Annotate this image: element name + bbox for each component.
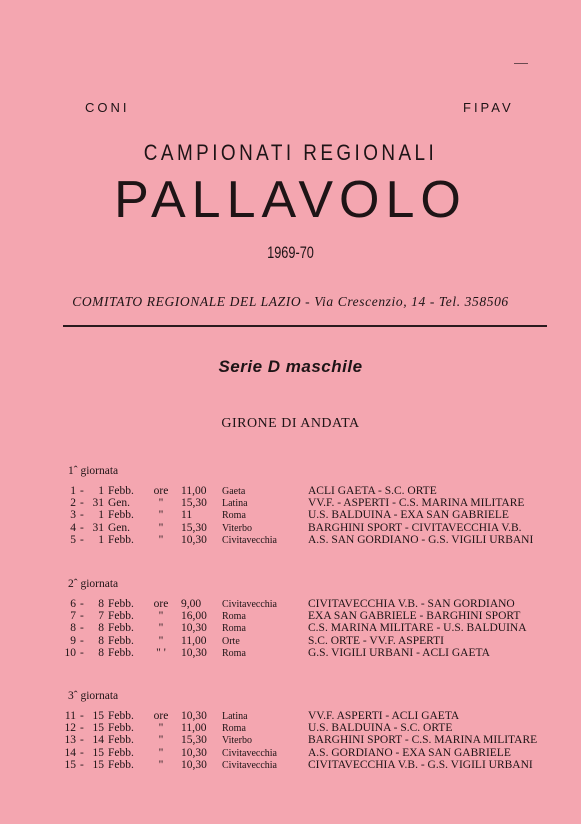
round-label: 2ˆ giornata — [68, 578, 119, 590]
day: 1 — [98, 533, 104, 546]
time-prefix: " — [158, 497, 164, 510]
girone-heading: GIRONE DI ANDATA — [221, 416, 360, 431]
day: 8 — [98, 634, 104, 647]
match-number: 6 — [70, 598, 76, 610]
venue-city: Roma — [222, 611, 246, 623]
match-time: 11 — [181, 509, 193, 522]
committee-address: COMITATO REGIONALE DEL LAZIO - Via Crescenzio, 14 - Tel. 358506 — [72, 294, 509, 309]
match-number: 4 — [70, 521, 76, 534]
corner-mark — [514, 63, 528, 64]
month: Febb. — [108, 646, 134, 659]
match-number: 3 — [70, 509, 76, 522]
month: Febb. — [108, 734, 134, 747]
dash: - — [80, 758, 84, 771]
match-number: 1 — [70, 485, 76, 497]
match-time: 10,30 — [181, 710, 207, 722]
month: Febb. — [108, 485, 134, 497]
fixture-row — [0, 647, 581, 660]
match-time: 10,30 — [181, 646, 207, 659]
fixture-row — [0, 622, 581, 635]
month: Febb. — [108, 758, 134, 771]
match-time: 15,30 — [181, 521, 207, 534]
match-teams: A.S. GORDIANO - EXA SAN GABRIELE — [308, 746, 511, 759]
fixture-row — [0, 509, 581, 522]
day: 31 — [92, 521, 104, 534]
month: Febb. — [108, 598, 134, 610]
venue-city: Viterbo — [222, 735, 252, 747]
venue-city: Viterbo — [222, 522, 252, 534]
match-teams: U.S. BALDUINA - S.C. ORTE — [308, 722, 453, 735]
day: 15 — [92, 758, 104, 771]
venue-city: Roma — [222, 647, 246, 659]
series-heading: Serie D maschile — [218, 357, 363, 376]
match-teams: ACLI GAETA - S.C. ORTE — [308, 485, 437, 497]
month: Febb. — [108, 634, 134, 647]
match-number: 15 — [64, 758, 76, 771]
day: 8 — [98, 598, 104, 610]
dash: - — [80, 509, 84, 522]
month: Febb. — [108, 610, 134, 623]
time-prefix: ore — [153, 710, 169, 722]
time-prefix: " — [158, 509, 164, 522]
match-number: 10 — [64, 646, 76, 659]
divider-rule — [63, 325, 547, 327]
day: 15 — [92, 746, 104, 759]
time-prefix: ore — [153, 485, 169, 497]
time-prefix: " — [158, 634, 164, 647]
time-prefix: " — [158, 758, 164, 771]
match-teams: VV.F. ASPERTI - ACLI GAETA — [308, 710, 460, 722]
match-teams: CIVITAVECCHIA V.B. - G.S. VIGILI URBANI — [308, 758, 533, 771]
dash: - — [80, 598, 84, 610]
venue-city: Gaeta — [222, 486, 246, 497]
match-time: 15,30 — [181, 497, 207, 510]
venue-city: Orte — [222, 635, 240, 647]
round-label: 3ˆ giornata — [68, 690, 119, 702]
dash: - — [80, 646, 84, 659]
match-number: 8 — [70, 622, 76, 635]
time-prefix: " — [158, 622, 164, 635]
dash: - — [80, 533, 84, 546]
fixture-row — [0, 497, 581, 510]
time-prefix: " — [158, 533, 164, 546]
month: Gen. — [108, 497, 131, 510]
month: Febb. — [108, 746, 134, 759]
sport-title: PALLAVOLO — [114, 171, 467, 229]
championship-title: CAMPIONATI REGIONALI — [143, 140, 438, 165]
dash: - — [80, 622, 84, 635]
month: Febb. — [108, 710, 134, 722]
dash: - — [80, 497, 84, 510]
time-prefix: " ' — [156, 646, 166, 659]
match-number: 13 — [64, 734, 76, 747]
time-prefix: ore — [153, 598, 169, 610]
match-teams: BARGHINI SPORT - CIVITAVECCHIA V.B. — [308, 521, 522, 534]
match-time: 11,00 — [181, 634, 207, 647]
time-prefix: " — [158, 746, 164, 759]
dash: - — [80, 485, 84, 497]
coni-header: CONI — [85, 100, 130, 115]
fixture-row — [0, 747, 581, 760]
time-prefix: " — [158, 734, 164, 747]
match-time: 11,00 — [181, 485, 207, 497]
match-time: 16,00 — [181, 610, 207, 623]
time-prefix: " — [158, 521, 164, 534]
match-teams: G.S. VIGILI URBANI - ACLI GAETA — [308, 646, 490, 659]
day: 7 — [98, 610, 104, 623]
day: 1 — [98, 485, 104, 497]
fixture-row — [0, 522, 581, 535]
dash: - — [80, 634, 84, 647]
match-number: 12 — [64, 722, 76, 735]
match-teams: EXA SAN GABRIELE - BARGHINI SPORT — [308, 610, 521, 623]
fixture-row — [0, 635, 581, 648]
day: 14 — [92, 734, 104, 747]
day: 8 — [98, 622, 104, 635]
venue-city: Civitavecchia — [222, 759, 277, 771]
venue-city: Civitavecchia — [222, 747, 277, 759]
round-label: 1ˆ giornata — [68, 465, 119, 477]
day: 15 — [92, 710, 104, 722]
day: 15 — [92, 722, 104, 735]
venue-city: Roma — [222, 623, 246, 635]
match-number: 11 — [64, 710, 76, 722]
match-number: 5 — [70, 533, 76, 546]
match-time: 10,30 — [181, 622, 207, 635]
dash: - — [80, 521, 84, 534]
dash: - — [80, 710, 84, 722]
fixture-row — [0, 759, 581, 772]
match-teams: CIVITAVECCHIA V.B. - SAN GORDIANO — [308, 598, 515, 610]
match-teams: C.S. MARINA MILITARE - U.S. BALDUINA — [308, 622, 527, 635]
time-prefix: " — [158, 722, 164, 735]
match-time: 9,00 — [181, 598, 202, 610]
time-prefix: " — [158, 610, 164, 623]
match-teams: VV.F. - ASPERTI - C.S. MARINA MILITARE — [308, 497, 525, 510]
fixture-row — [0, 734, 581, 747]
dash: - — [80, 722, 84, 735]
dash: - — [80, 734, 84, 747]
venue-city: Roma — [222, 723, 246, 735]
fixture-row — [0, 598, 581, 611]
fixture-row — [0, 485, 581, 498]
venue-city: Civitavecchia — [222, 599, 277, 610]
match-number: 2 — [70, 497, 76, 510]
match-number: 14 — [64, 746, 76, 759]
fipav-header: FIPAV — [463, 100, 514, 115]
day: 31 — [92, 497, 104, 510]
fixture-row — [0, 710, 581, 723]
month: Febb. — [108, 722, 134, 735]
match-time: 15,30 — [181, 734, 207, 747]
match-teams: A.S. SAN GORDIANO - G.S. VIGILI URBANI — [308, 533, 534, 546]
month: Febb. — [108, 509, 134, 522]
month: Febb. — [108, 622, 134, 635]
month: Febb. — [108, 533, 134, 546]
dash: - — [80, 746, 84, 759]
dash: - — [80, 610, 84, 623]
fixture-row — [0, 534, 581, 547]
match-time: 11,00 — [181, 722, 207, 735]
day: 1 — [98, 509, 104, 522]
venue-city: Civitavecchia — [222, 534, 277, 546]
match-teams: U.S. BALDUINA - EXA SAN GABRIELE — [308, 509, 509, 522]
month: Gen. — [108, 521, 131, 534]
match-time: 10,30 — [181, 746, 207, 759]
fixture-row — [0, 610, 581, 623]
venue-city: Latina — [222, 498, 248, 510]
match-time: 10,30 — [181, 533, 207, 546]
season-label: 1969-70 — [267, 243, 314, 262]
venue-city: Roma — [222, 510, 246, 522]
match-time: 10,30 — [181, 758, 207, 771]
match-number: 7 — [70, 610, 76, 623]
fixture-row — [0, 722, 581, 735]
day: 8 — [98, 646, 104, 659]
match-teams: BARGHINI SPORT - C.S. MARINA MILITARE — [308, 734, 538, 747]
match-teams: S.C. ORTE - VV.F. ASPERTI — [308, 634, 444, 647]
match-number: 9 — [70, 634, 76, 647]
venue-city: Latina — [222, 711, 248, 722]
